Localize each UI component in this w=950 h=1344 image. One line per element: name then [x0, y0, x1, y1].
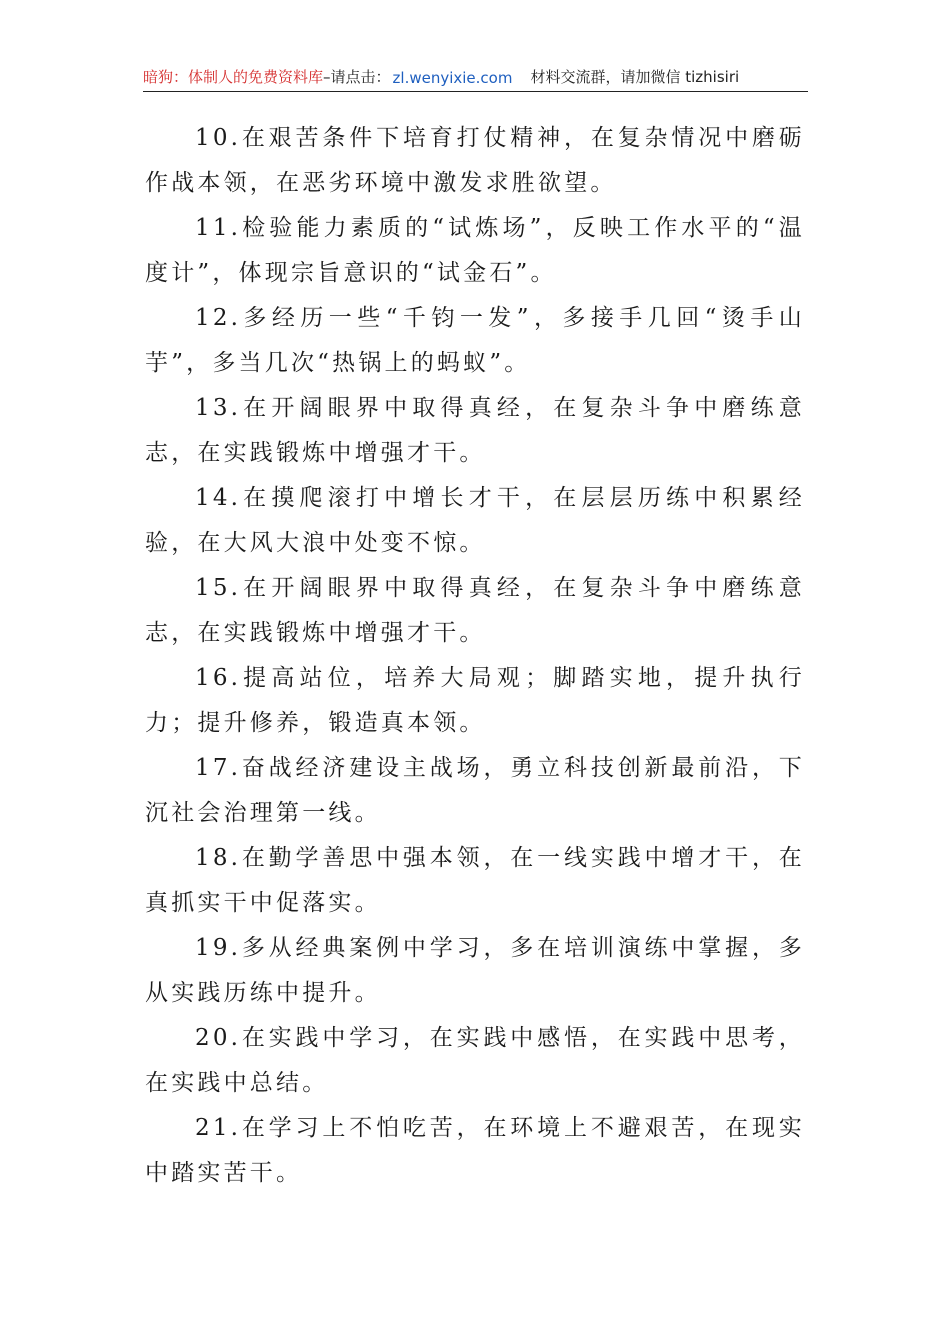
list-item: 10.在艰苦条件下培育打仗精神，在复杂情况中磨砺作战本领，在恶劣环境中激发求胜欲望。: [145, 125, 805, 196]
list-item: 17.奋战经济建设主战场，勇立科技创新最前沿，下沉社会治理第一线。: [145, 755, 805, 826]
page-header: [143, 62, 808, 92]
list-item: 21.在学习上不怕吃苦，在环境上不避艰苦，在现实中踏实苦干。: [145, 1115, 805, 1186]
header-url-link[interactable]: zl.wenyixie.com: [392, 69, 513, 87]
list-item: 13.在开阔眼界中取得真经，在复杂斗争中磨练意志，在实践锻炼中增强才干。: [145, 395, 805, 466]
header-link-prefix: –请点击：: [323, 68, 391, 86]
header-group-note: 材料交流群，请加微信 tizhisiri: [530, 68, 740, 86]
list-item: 14.在摸爬滚打中增长才干，在层层历练中积累经验，在大风大浪中处变不惊。: [145, 485, 805, 556]
list-item: 18.在勤学善思中强本领，在一线实践中增才干，在真抓实干中促落实。: [145, 845, 805, 916]
list-item: 15.在开阔眼界中取得真经，在复杂斗争中磨练意志，在实践锻炼中增强才干。: [145, 575, 805, 646]
list-item: 12.多经历一些“千钧一发”，多接手几回“烫手山芋”，多当几次“热锅上的蚂蚁”。: [145, 305, 805, 376]
list-item: 16.提高站位，培养大局观；脚踏实地，提升执行力；提升修养，锻造真本领。: [145, 665, 805, 736]
list-item: 20.在实践中学习，在实践中感悟，在实践中思考，在实践中总结。: [145, 1025, 805, 1096]
list-item: 19.多从经典案例中学习，多在培训演练中掌握，多从实践历练中提升。: [145, 935, 805, 1006]
list-item: 11.检验能力素质的“试炼场”，反映工作水平的“温度计”，体现宗旨意识的“试金石”。: [145, 215, 805, 286]
document-body: [145, 116, 805, 1196]
header-brand: 暗狗：体制人的免费资料库: [143, 68, 324, 86]
